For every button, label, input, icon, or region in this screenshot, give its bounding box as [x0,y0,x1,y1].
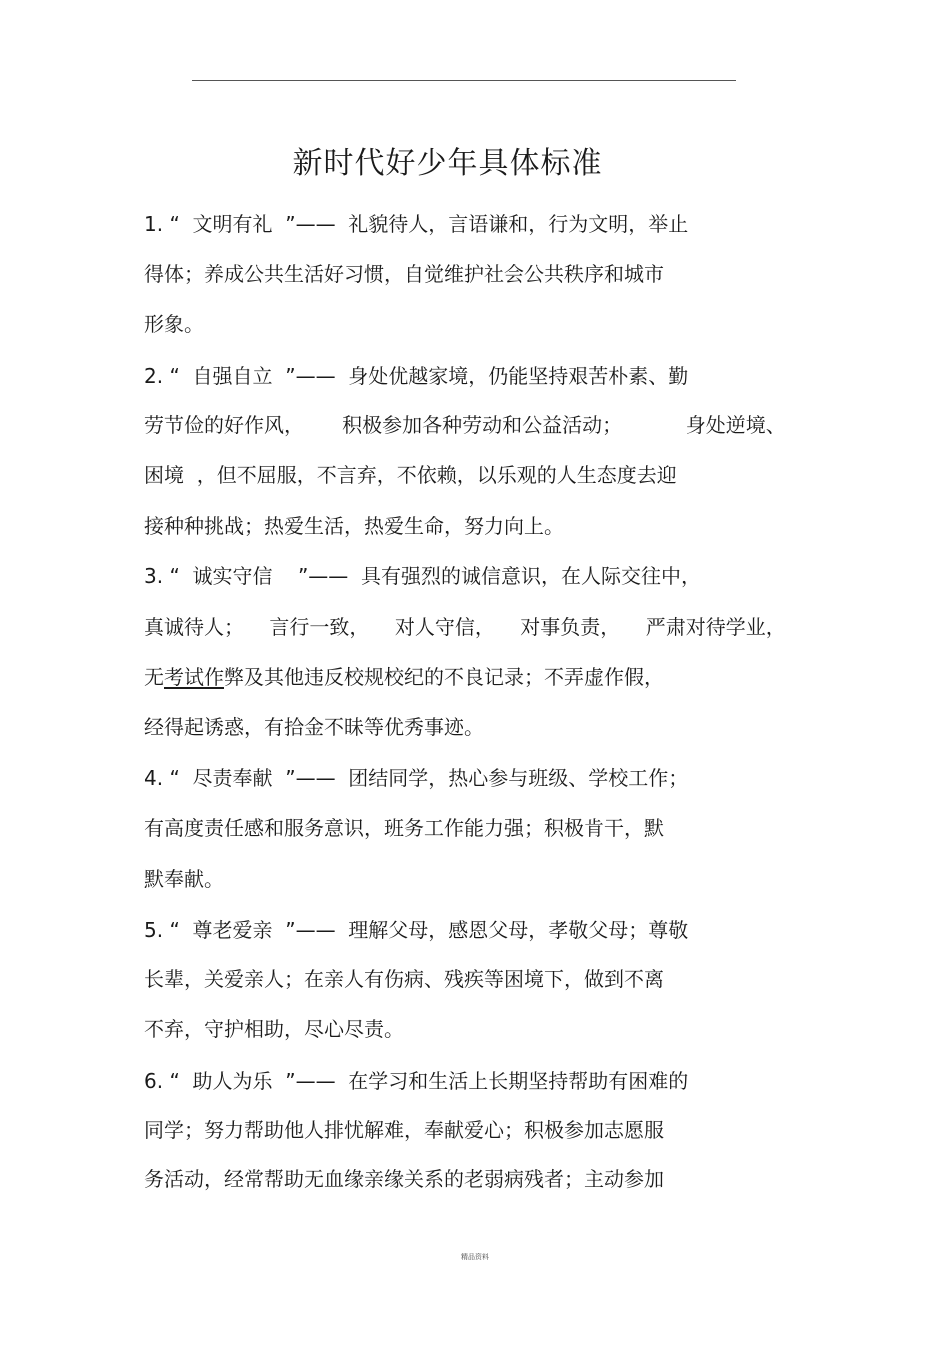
text-line: 务活动，经常帮助无血缘亲缘关系的老弱病残者；主动参加 [144,1167,664,1191]
text-line-with-underline [144,662,664,692]
text-line: 得体；养成公共生活好习惯，自觉维护社会公共秩序和城市 [144,262,664,286]
text-line: 经得起诱惑，有拾金不昧等优秀事迹。 [144,715,484,739]
text-line: 6. “ 助人为乐 ”—— 在学习和生活上长期坚持帮助有困难的 [144,1069,689,1093]
text-line: 劳节俭的好作风， 积极参加各种劳动和公益活动； 身处逆境、 [144,413,786,437]
underlined-text: 考试作 [164,665,224,689]
text-segment: 弊及其他违反校规校纪的不良记录；不弄虚作假， [224,665,664,689]
text-line: 不弃，守护相助，尽心尽责。 [144,1017,404,1041]
text-line: 1. “ 文明有礼 ”—— 礼貌待人，言语谦和，行为文明，举止 [144,212,689,236]
text-line: 同学；努力帮助他人排忧解难，奉献爱心；积极参加志愿服 [144,1118,664,1142]
text-line: 形象。 [144,312,204,336]
text-line: 2. “ 自强自立 ”—— 身处优越家境，仍能坚持艰苦朴素、勤 [144,364,689,388]
text-segment: 无 [144,665,164,689]
text-line: 长辈，关爱亲人；在亲人有伤病、残疾等困境下，做到不离 [144,967,664,991]
text-line: 4. “ 尽责奉献 ”—— 团结同学，热心参与班级、学校工作； [144,766,689,790]
document-title: 新时代好少年具体标准 [292,146,603,181]
text-line: 5. “ 尊老爱亲 ”—— 理解父母，感恩父母，孝敬父母；尊敬 [144,918,689,942]
text-line: 接种种挑战；热爱生活，热爱生命，努力向上。 [144,514,564,538]
text-line: 3. “ 诚实守信 ”—— 具有强烈的诚信意识，在人际交往中， [144,564,702,588]
page-footer: 精品资料 [461,1253,489,1261]
text-line: 有高度责任感和服务意识，班务工作能力强；积极肯干，默 [144,816,664,840]
text-line: 默奉献。 [144,867,224,891]
header-rule [192,80,736,81]
text-line: 困境 ，但不屈服，不言弃，不依赖，以乐观的人生态度去迎 [144,463,677,487]
text-line: 真诚待人； 言行一致， 对人守信， 对事负责， 严肃对待学业， [144,615,786,639]
